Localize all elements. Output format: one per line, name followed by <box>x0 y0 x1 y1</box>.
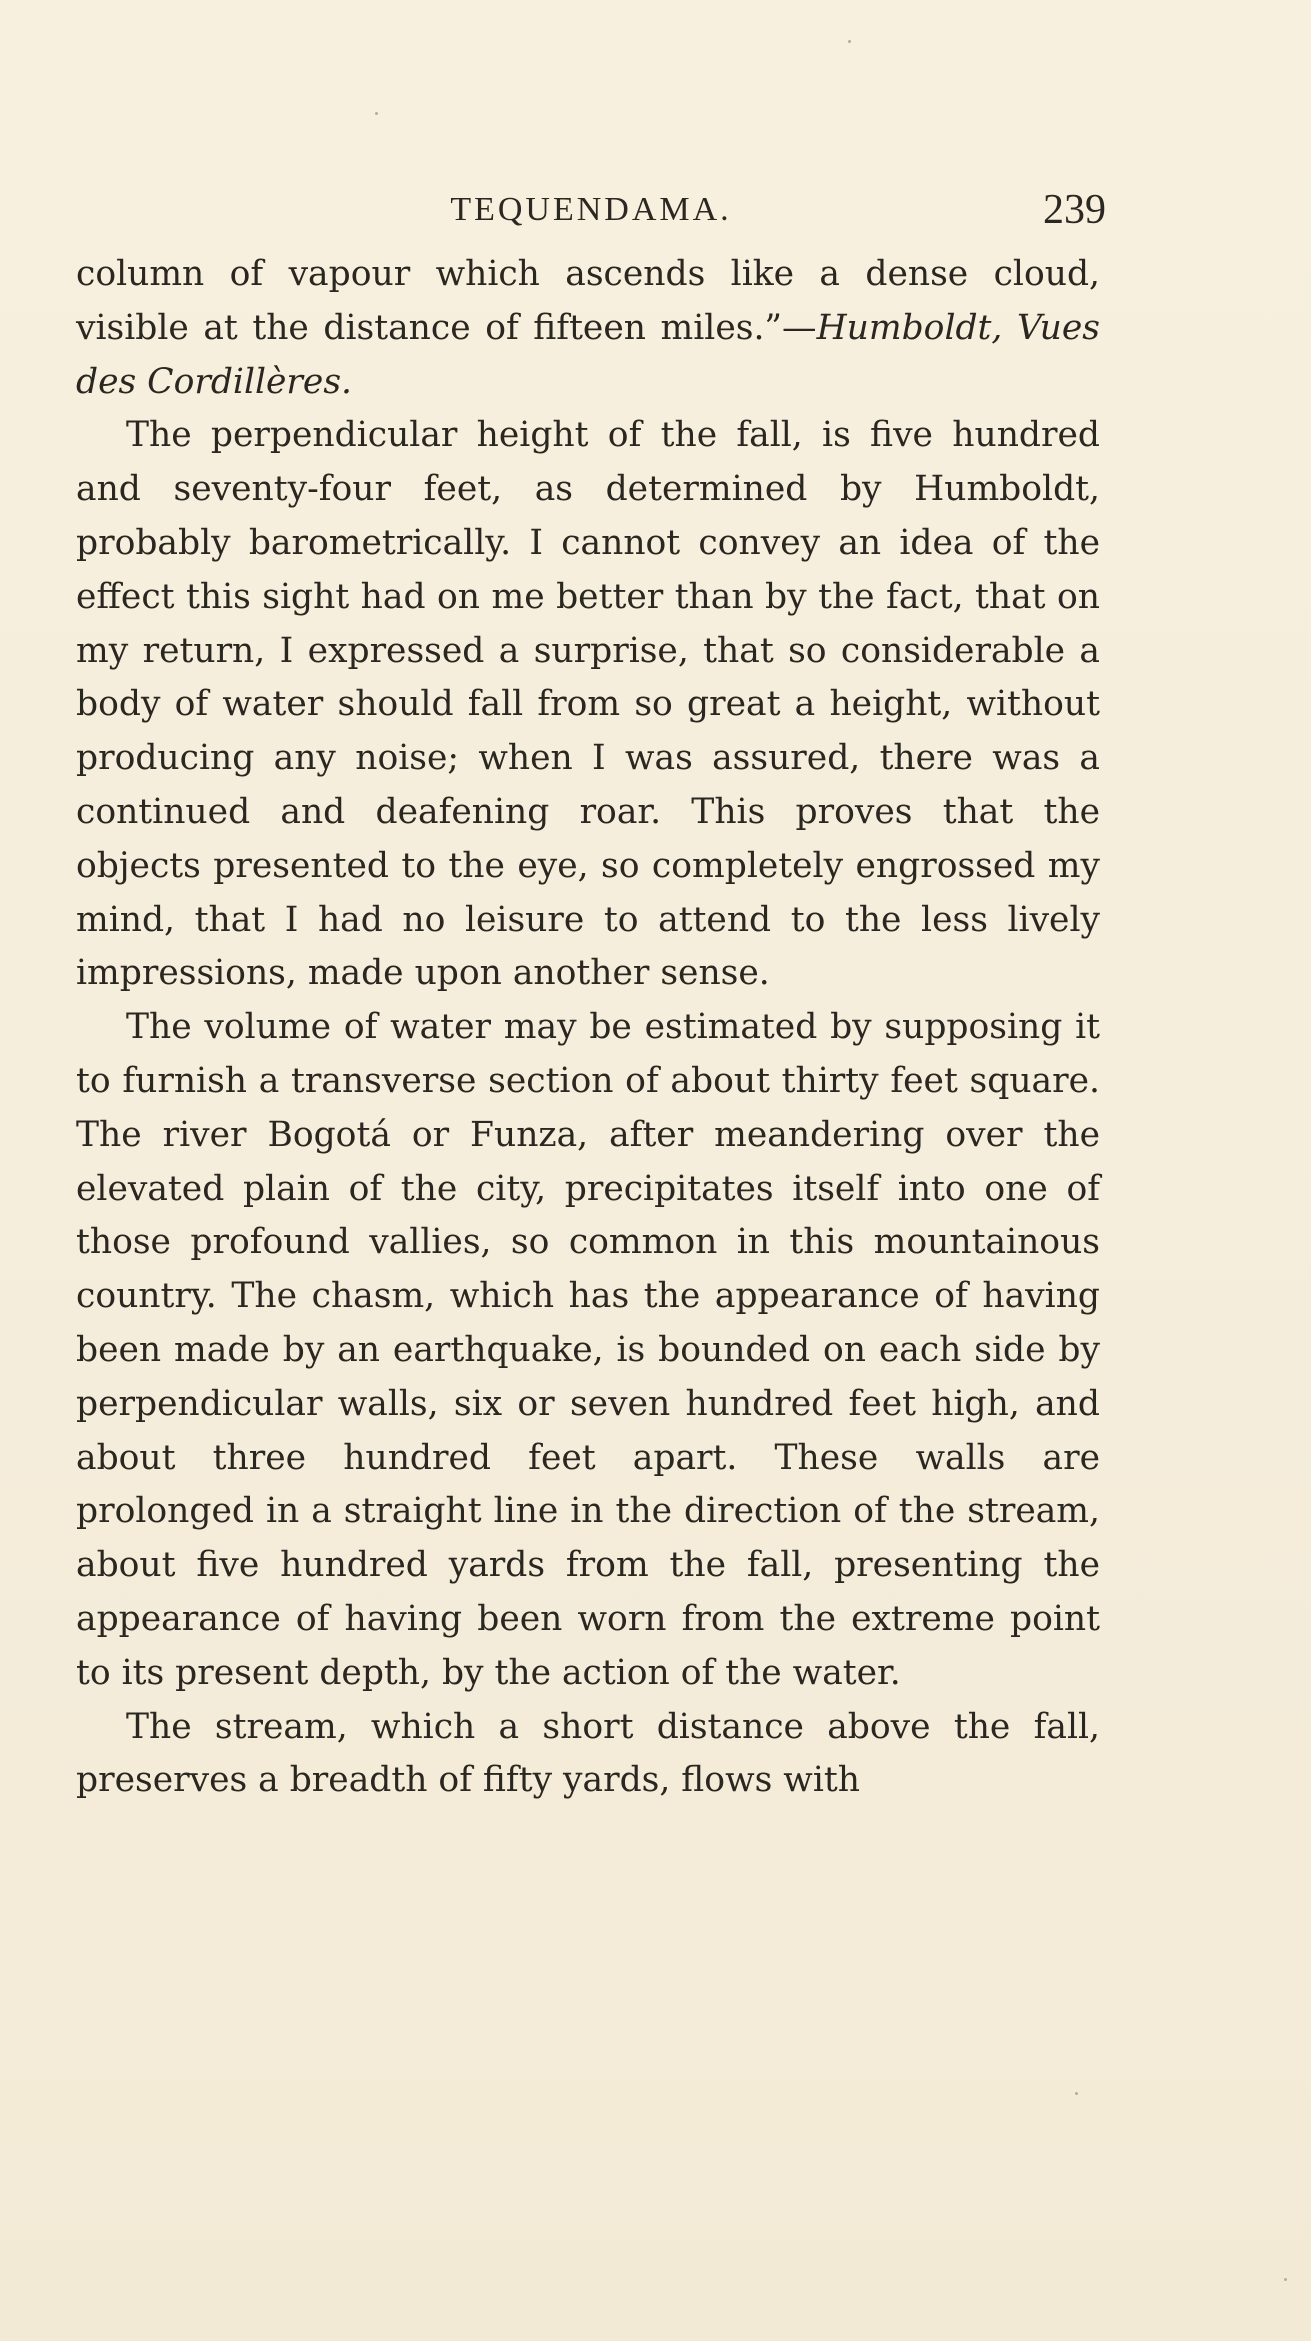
paragraph: The perpendicular height of the fall, is five hundred and seventy-four feet, as determined by Humboldt, probably barometrically. I cannot convey an idea of the effect this sight had on me better than by the fact, that on my return, I expressed a surprise, that so considerable a body of water should fall from so great a height, without producing any noise; when I was assured, there was a continued and deafening roar. This proves that the objects presented to the eye, so completely engrossed my mind, that I had no leisure to attend to the less lively impressions, made upon another sense. <box>76 415 1100 994</box>
running-head <box>76 188 1106 248</box>
paper-speck <box>1075 2092 1078 2095</box>
body-text <box>76 248 1100 1808</box>
citation: Humboldt, Vues des Cordillères. <box>76 307 1100 402</box>
paper-speck <box>375 112 378 115</box>
running-title: TEQUENDAMA. <box>450 191 732 228</box>
paper-speck <box>848 40 851 43</box>
paragraph: The volume of water may be estimated by supposing it to furnish a transverse section of about thirty feet square. The river Bogotá or Funza, after meandering over the elevated plain of the city, precipitates itself into one of those profound vallies, so common in this mountainous country. The chasm, which has the appearance of having been made by an earthquake, is bounded on each side by perpendicular walls, six or seven hundred feet high, and about three hundred feet apart. These walls are prolonged in a straight line in the direction of the stream, about five hundred yards from the fall, presenting the appearance of having been worn from the extreme point to its present depth, by the action of the water. <box>76 1007 1100 1693</box>
paragraph-continued <box>76 248 1100 409</box>
paper-speck <box>1284 2278 1287 2281</box>
paragraph: The stream, which a short distance above the fall, preserves a breadth of fifty yards, flows with <box>76 1706 1100 1801</box>
paragraph-text: column of vapour which ascends like a dense cloud, visible at the distance of fifteen miles.”— <box>76 254 1100 348</box>
page-number: 239 <box>1043 187 1106 233</box>
